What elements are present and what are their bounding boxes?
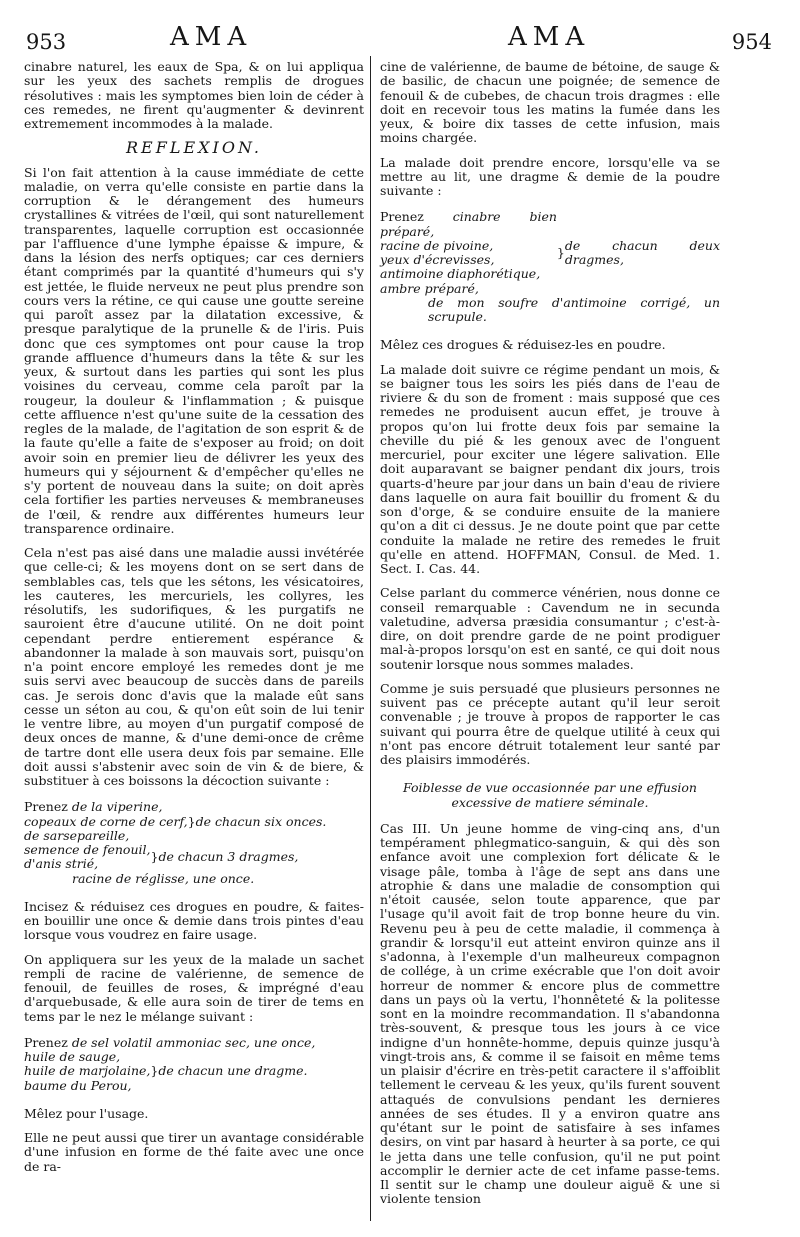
brace: } (556, 244, 565, 260)
brace: } (150, 849, 159, 865)
brace: } (187, 813, 196, 829)
rx-item: de sarsepareille, (24, 827, 130, 843)
rx-item: de sel volatil ammoniac sec, une once, (71, 1034, 316, 1050)
paragraph: cinabre naturel, les eaux de Spa, & on lui appliqua sur les yeux des sachets remplis de drogues résolutives : mais les symptomes bien loin de céder à ces remedes, ne firent qu'augmenter & devinrent extremement incommodes à la malade. (24, 59, 364, 131)
prescription-3 (380, 210, 720, 324)
rx-item: racine de pivoine, (380, 237, 494, 253)
paragraph: Cela n'est pas aisé dans une maladie aussi invétérée que celle-ci; & les moyens dont on se sert dans de semblables cas, tels que les sétons, les vésicatoires, les cauteres, les mercuriels, les collyres, les résolutifs, les sudorifiques, & les purgatifs ne sauroient être d'aucune utilité. On ne doit point cependant perdre entierement espérance & abandonner la malade à son mauvais sort, puisqu'on n'a point encore employé les remedes dont je me suis servi avec beaucoup de succès dans de pareils cas. Je serois donc d'avis que la malade eût sans cesse un séton au cou, & qu'on eût soin de lui tenir le ventre libre, au moyen d'un purgatif composé de deux onces de manne, & d'une demi-once de crême de tartre dont elle usera deux fois par semaine. Elle doit aussi s'abstenir avec soin de vin & de biere, & substituer à ces boissons la décoction suivante : (24, 545, 364, 788)
page-number-left: 953 (26, 30, 67, 54)
rx-item: de la viperine, (71, 799, 163, 815)
page-header (0, 12, 800, 58)
running-head-left: AMA (170, 22, 253, 52)
paragraph: Elle ne peut aussi que tirer un avantage considérable d'une infusion en forme de thé faite avec une once de ra- (24, 1130, 364, 1174)
paragraph: Cas III. Un jeune homme de ving-cinq ans, d'un tempérament phlegmatico-sanguin, & qui dès son enfance avoit une complexion fort délicate & le visage pâle, tomba à l'âge de sept ans dans une atrophie & dans une maladie de consomption qui n'étoit causée, selon toute apparence, que par l'usage qu'il avoit fait de trop bonne heure du vin. Revenu peu à peu de cette maladie, il commença à grandir & lorsqu'il eut atteint environ quinze ans il s'adonna, à l'exemple d'un malheureux compagnon de collége, à un crime exécrable que l'on doit avoir horreur de nommer & encore plus de commettre dans un pays où la vertu, l'honnêteté & la politesse sont en la moindre recommandation. Il s'abandonna très-souvent, & presque tous les jours à ce vice indigne d'un honnête-homme, depuis quinze jusqu'à vingt-trois ans, & comme il se faisoit en même tems un plaisir d'écrire en très-petit caractere il s'affoiblit tellement le cerveau & les yeux, qu'ils furent souvent attaqués de convulsions pendant les dernieres années de ses études. Il y a environ quatre ans qu'étant sur le point de satisfaire à ses infames desirs, on vint par hasard à heurter à sa porte, ce qui le jetta dans une telle confusion, qu'il ne put point accomplir le dernier acte de cet infame passe-tems. Il sentit sur le champ une douleur aiguë & une si violente tension (380, 820, 720, 1207)
rx-dose: de chacun une dragme. (158, 1063, 308, 1079)
rx-item: semence de fenouil, (24, 842, 151, 857)
paragraph: Si l'on fait attention à la cause immédiate de cette maladie, on verra qu'elle consiste en partie dans la corruption & le dérangement des humeurs crystallines & vitrées de l'œil, qui sont naturellement transparentes, laquelle corruption est occasionnée par l'affluence d'une lymphe épaisse & impure, & dans la lésion des nerfs optiques; car ces derniers étant comprimés par la quantité d'humeurs qui s'y est jettée, le fluide nerveux ne peut plus prendre son cours vers la rétine, ce qui cause une goutte sereine qui paroît assez par la dilatation excessive, & presque paralytique de la prunelle & de l'iris. Puis donc que ces symptomes ont pour cause la trop grande affluence d'humeurs dans la tête & sur les yeux, & surtout dans les parties qui sont les plus voisines du cerveau, comme cela paroît par la rougeur, la douleur & l'inflammation ; & puisque cette affluence n'est qu'une suite de la cessation des regles de la malade, de l'agitation de son esprit & de la faute qu'elle a faite de s'exposer au froid; on doit avoir soin en premier lieu de délivrer les yeux des humeurs qui y séjournent & d'empêcher qu'elles ne s'y portent de nouveau dans la suite; on doit après cela fortifier les parties nerveuses & membraneuses de l'œil, & rendre aux différentes humeurs leur transparence ordinaire. (24, 164, 364, 536)
paragraph: Mêlez pour l'usage. (24, 1105, 149, 1121)
paragraph: Celse parlant du commerce vénérien, nous donne ce conseil remarquable : Cavendum ne in secunda valetudine, adversa præsidia consumantur ; c'est-à-dire, on doit prendre garde de ne point prodiguer mal-à-propos lorsqu'on est en santé, ce qui doit nous soutenir lorsque nous sommes malades. (380, 585, 720, 672)
rx-item: huile de marjolaine, (24, 1063, 151, 1079)
rx-item: huile de sauge, (24, 1049, 121, 1064)
running-head-right: AMA (508, 22, 591, 52)
paragraph: La malade doit suivre ce régime pendant un mois, & se baigner tous les soirs les piés dans de l'eau de riviere & du son de froment : mais supposé que ces remedes ne produisent aucun effet, je trouve à propos qu'on lui frotte deux fois par semaine la cheville du pié & les genoux avec de l'onguent mercuriel, pour exciter une légere salivation. Elle doit auparavant se baigner pendant dix jours, trois quarts-d'heure par jour dans un bain d'eau de riviere dans laquelle on aura fait bouillir du froment & du son d'orge, & se conduire ensuite de la maniere qu'on a dit ci dessus. Je ne doute point que par cette conduite la malade ne retire des remedes le fruit qu'elle en attend. HOFFMAN, Consul. de Med. 1. Sect. I. Cas. 44. (380, 361, 720, 576)
right-column (380, 60, 720, 1217)
rx-item: yeux d'écrevisses, (380, 252, 495, 267)
prenez-label: Prenez (24, 799, 68, 815)
rx-item: baume du Perou, (24, 1077, 132, 1093)
prescription-1 (24, 800, 364, 886)
paragraph: On appliquera sur les yeux de la malade un sachet rempli de racine de valérienne, de semence de fenouil, de feuilles de roses, & imprégné d'eau d'arquebusade, & elle aura soin de tirer de tems en tems par le nez le mélange suivant : (24, 951, 364, 1024)
rx-item: cinabre bien préparé, (380, 209, 557, 239)
prenez-label: Prenez (24, 1034, 68, 1050)
prescription-2 (24, 1036, 364, 1093)
rx-item: de mon soufre d'antimoine corrigé, un scrupule. (428, 294, 720, 324)
left-column (24, 60, 364, 1184)
page-number-right: 954 (731, 30, 772, 54)
paragraph: Incisez & réduisez ces drogues en poudre, & faites-en bouillir une once & demie dans trois pintes d'eau lorsque vous voudrez en faire usage. (24, 898, 364, 943)
case-heading: Foiblesse de vue occasionnée par une effusion excessive de matiere séminale. (403, 780, 697, 810)
paragraph: Mêlez ces drogues & réduisez-les en poudre. (380, 337, 666, 353)
column-divider (370, 56, 371, 1221)
rx-dose: de chacun six onces. (195, 813, 327, 829)
rx-item: copeaux de corne de cerf, (24, 813, 188, 829)
section-title: REFLEXION. (125, 138, 263, 158)
rx-dose: de chacun deux dragmes, (564, 237, 720, 267)
rx-dose: de chacun 3 dragmes, (158, 849, 299, 865)
rx-item: ambre préparé, (380, 280, 479, 296)
prenez-label: Prenez (380, 209, 424, 225)
paragraph: Comme je suis persuadé que plusieurs personnes ne suivent pas ce précepte autant qu'il leur seroit convenable ; je trouve à propos de rapporter le cas suivant qui pourra être de quelque utilité à ceux qui n'ont pas encore détruit totalement leur santé par des plaisirs immodérés. (380, 680, 720, 767)
brace: } (150, 1063, 159, 1079)
rx-item: antimoine diaphorétique, (380, 266, 541, 282)
paragraph: cine de valérienne, de baume de bétoine, de sauge & de basilic, de chacun une poignée; de semence de fenouil & de cubebes, de chacun trois dragmes : elle doit en recevoir tous les matins la fumée dans les yeux, & boire dix tasses de cette infusion, mais moins chargée. (380, 59, 720, 146)
rx-item: d'anis strié, (24, 856, 99, 872)
rx-item: racine de réglisse, une once. (72, 870, 255, 886)
paragraph: La malade doit prendre encore, lorsqu'elle va se mettre au lit, une dragme & demie de la poudre suivante : (380, 154, 720, 198)
